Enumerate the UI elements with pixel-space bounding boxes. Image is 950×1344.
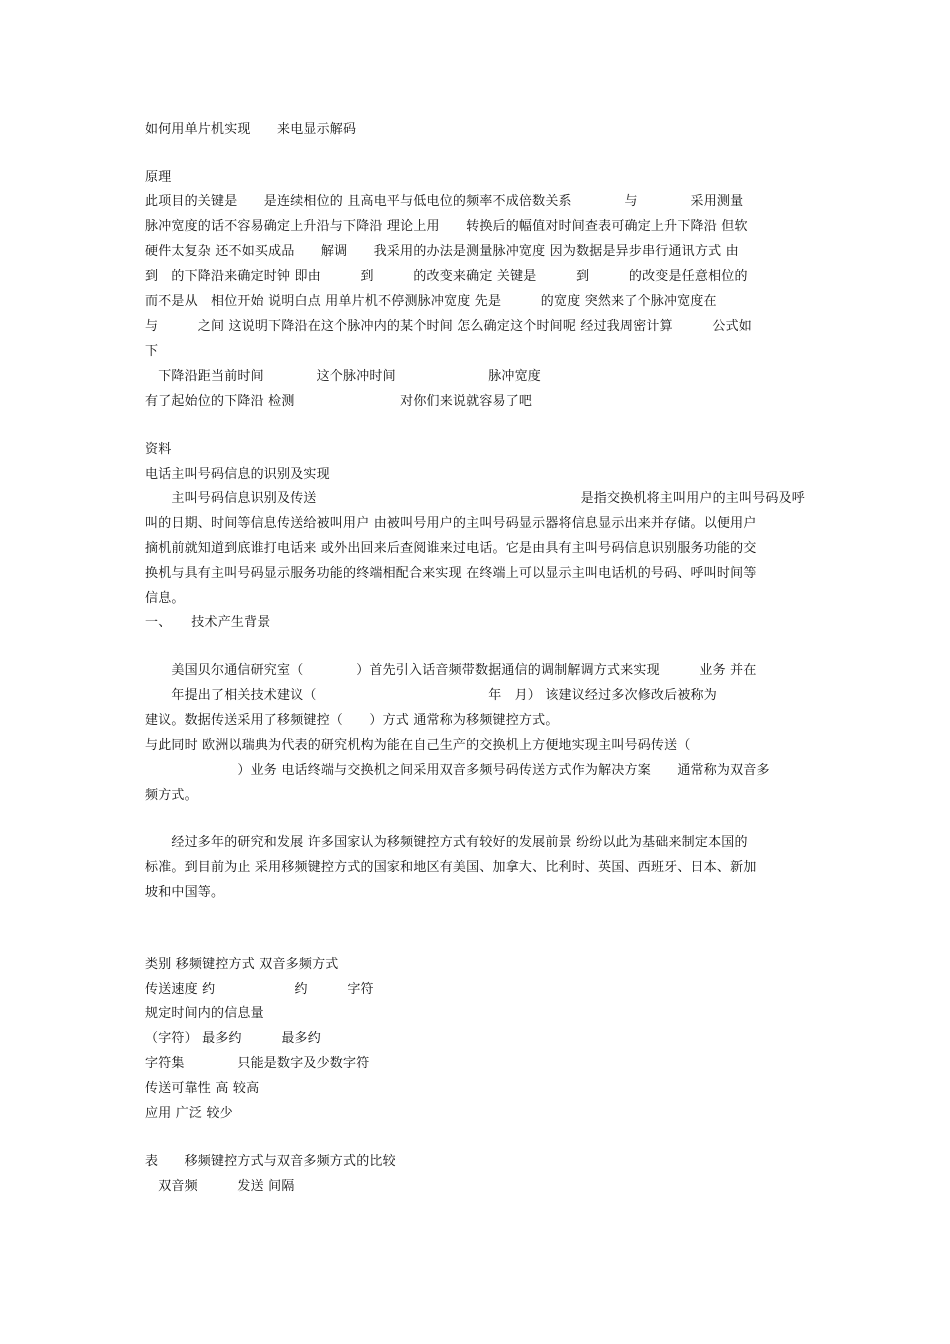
principle-line: 有了起始位的下降沿 检测 对你们来说就容易了吧 xyxy=(145,394,533,409)
intro-line: 摘机前就知道到底谁打电话来 或外出回来后查阅谁来过电话。它是由具有主叫号码信息识别服务功能的交 xyxy=(145,541,757,556)
principle-line: 与 之间 这说明下降沿在这个脉冲内的某个时间 怎么确定这个时间呢 经过我周密计算 公式如 xyxy=(145,319,752,334)
intro-line: 叫的日期、时间等信息传送给被叫用户 由被叫号用户的主叫号码显示器将信息显示出来并存储。以便用户 xyxy=(145,516,757,531)
principle-line: 下降沿距当前时间 这个脉冲时间 脉冲宽度 xyxy=(145,369,542,384)
principle-heading: 原理 xyxy=(145,170,172,185)
table-row: 类别 移频键控方式 双音多频方式 xyxy=(145,957,339,972)
principle-line: 此项目的关键是 是连续相位的 且高电平与低电位的频率不成倍数关系 与 采用测量 xyxy=(145,194,744,209)
table-row: （字符） 最多约 最多约 xyxy=(145,1031,321,1046)
document-title: 如何用单片机实现 来电显示解码 xyxy=(145,122,357,137)
paragraph-line: ）业务 电话终端与交换机之间采用双音多频号码传送方式作为解决方案 通常称为双音多 xyxy=(145,763,770,778)
intro-line: 信息。 xyxy=(145,591,185,606)
table-row: 规定时间内的信息量 xyxy=(145,1006,264,1021)
table-row: 应用 广泛 较少 xyxy=(145,1106,233,1121)
intro-line: 换机与具有主叫号码显示服务功能的终端相配合来实现 在终端上可以显示主叫电话机的号码、呼叫时间等 xyxy=(145,566,757,581)
material-heading: 资料 xyxy=(145,442,172,457)
paragraph-line: 频方式。 xyxy=(145,788,198,803)
paragraph-line: 经过多年的研究和发展 许多国家认为移频键控方式有较好的发展前景 纷纷以此为基础来制定本国的 xyxy=(145,835,748,850)
table-row: 传送可靠性 高 较高 xyxy=(145,1081,260,1096)
principle-line: 脉冲宽度的话不容易确定上升沿与下降沿 理论上用 转换后的幅值对时间查表可确定上升下降沿 但软 xyxy=(145,219,748,234)
table-footer: 双音频 发送 间隔 xyxy=(145,1179,295,1194)
paragraph-line: 标准。到目前为止 采用移频键控方式的国家和地区有美国、加拿大、比利时、英国、西班牙、日本、新加 xyxy=(145,860,757,875)
paragraph-line: 与此同时 欧洲以瑞典为代表的研究机构为能在自己生产的交换机上方便地实现主叫号码传送（ xyxy=(145,738,691,753)
principle-line: 到 的下降沿来确定时钟 即由 到 的改变来确定 关键是 到 的改变是任意相位的 xyxy=(145,269,748,284)
paragraph-line: 年提出了相关技术建议（ 年 月） 该建议经过多次修改后被称为 xyxy=(145,688,717,703)
principle-line: 而不是从 相位开始 说明白点 用单片机不停测脉冲宽度 先是 的宽度 突然来了个脉冲宽度在 xyxy=(145,294,717,309)
intro-line: 主叫号码信息识别及传送 是指交换机将主叫用户的主叫号码及呼 xyxy=(145,491,806,506)
table-row: 传送速度 约 约 字符 xyxy=(145,982,374,997)
table-row: 字符集 只能是数字及少数字符 xyxy=(145,1056,370,1071)
principle-line: 下 xyxy=(145,344,159,359)
section-heading: 一、 技术产生背景 xyxy=(145,615,271,630)
principle-line: 硬件太复杂 还不如买成品 解调 我采用的办法是测量脉冲宽度 因为数据是异步串行通讯方式 由 xyxy=(145,244,739,259)
paragraph-line: 建议。数据传送采用了移频键控（ ）方式 通常称为移频键控方式。 xyxy=(145,713,559,728)
paragraph-line: 坡和中国等。 xyxy=(145,885,225,900)
table-caption: 表 移频键控方式与双音多频方式的比较 xyxy=(145,1154,396,1169)
paragraph-line: 美国贝尔通信研究室（ ）首先引入话音频带数据通信的调制解调方式来实现 业务 并在 xyxy=(145,663,757,678)
material-subheading: 电话主叫号码信息的识别及实现 xyxy=(145,467,330,482)
